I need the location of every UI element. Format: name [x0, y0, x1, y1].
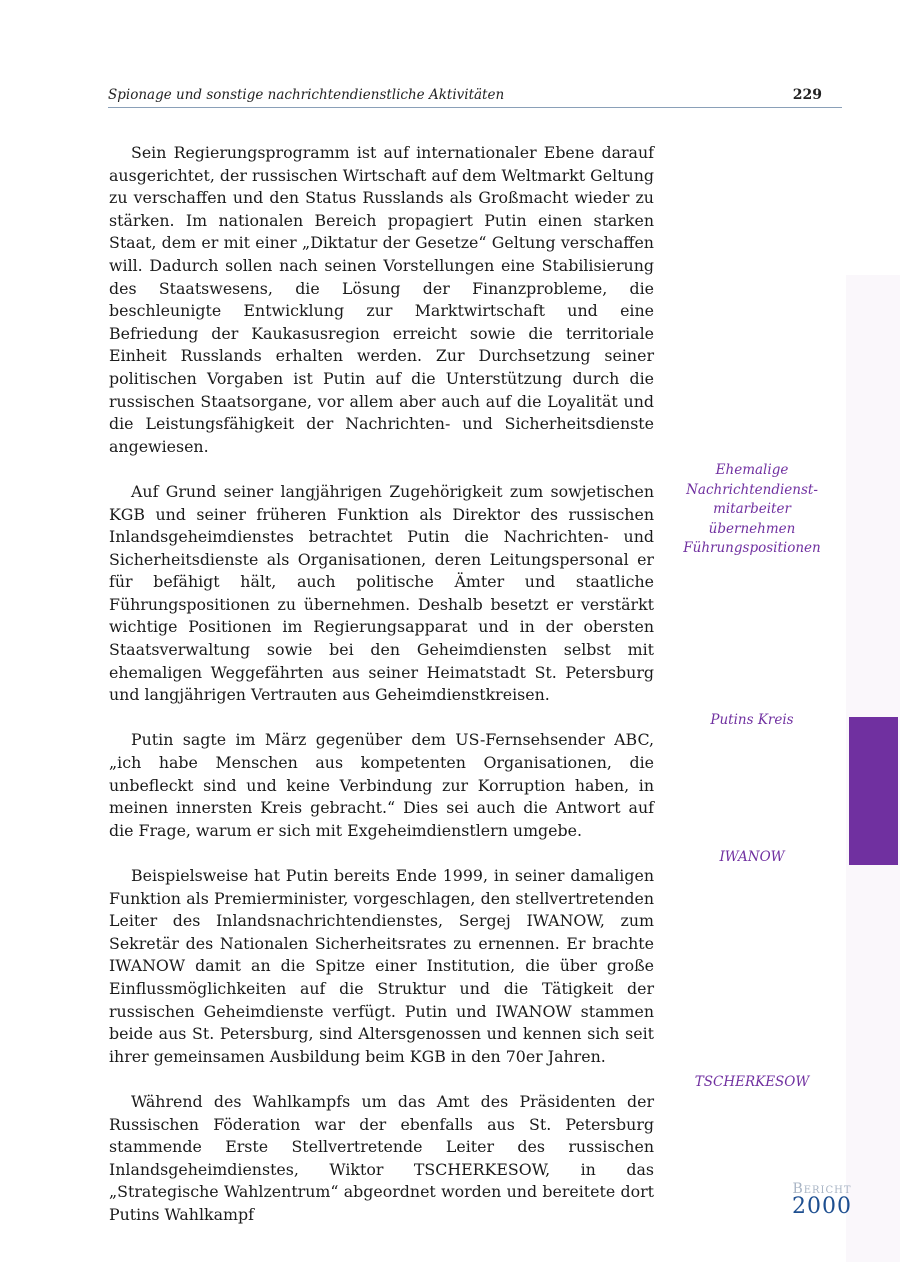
- running-header-title: Spionage und sonstige nachrichtendienstliche Aktivitäten: [108, 87, 505, 103]
- report-logo: [780, 1182, 864, 1218]
- running-header: [108, 87, 842, 108]
- paragraph-2: Auf Grund seiner langjährigen Zugehörigkeit zum sowjetischen KGB und seiner früheren Funktion als Direktor des russischen Inlandsgeheimdienstes betrachtet Putin die Nachrichten- und Sicherheitsdienste als Organisationen, deren Leitungspersonal er für befähigt hält, auch politische Ämter und staatliche Führungspositionen zu übernehmen. Deshalb besetzt er verstärkt wichtige Positionen im Regierungsapparat und in der obersten Staatsverwaltung sowie bei den Geheimdiensten selbst mit ehemaligen Weggefährten aus seiner Heimatstadt St. Petersburg und langjährigen Vertrauten aus Geheimdienstkreisen.: [109, 481, 654, 705]
- page-number: 229: [792, 87, 822, 103]
- logo-year: 2000: [792, 1194, 852, 1219]
- chapter-thumb-tab: [849, 717, 898, 865]
- margin-note-iwanow: IWANOW: [719, 849, 785, 865]
- margin-note-tscherkesow: TSCHERKESOW: [694, 1074, 810, 1090]
- margin-note-putins-circle: Putins Kreis: [710, 712, 794, 728]
- paragraph-1: Sein Regierungsprogramm ist auf internationaler Ebene darauf ausgerichtet, der russischen Wirtschaft auf dem Weltmarkt Geltung zu verschaffen und den Status Russlands als Großmacht wieder zu stärken. Im nationalen Bereich propagiert Putin einen starken Staat, dem er mit einer „Diktatur der Gesetze“ Geltung verschaffen will. Dadurch sollen nach seinen Vorstellungen eine Stabilisierung des Staatswesens, die Lösung der Finanzprobleme, die beschleunigte Entwicklung zur Marktwirtschaft und eine Befriedung der Kaukasusregion erreicht sowie die territoriale Einheit Russlands erhalten werden. Zur Durchsetzung seiner politischen Vorgaben ist Putin auf die Unterstützung durch die russischen Staatsorgane, vor allem aber auch auf die Loyalität und die Leistungsfähigkeit der Nachrichten- und Sicherheitsdienste angewiesen.: [109, 143, 654, 456]
- paragraph-4: Beispielsweise hat Putin bereits Ende 1999, in seiner damaligen Funktion als Premierminister, vorgeschlagen, den stellvertretenden Leiter des Inlandsnachrichtendienstes, Sergej IWANOW, zum Sekretär des Nationalen Sicherheitsrates zu ernennen. Er brachte IWANOW damit an die Spitze einer Institution, die über große Einflussmöglichkeiten auf die Struktur und die Tätigkeit der russischen Geheimdienste verfügt. Putin und IWANOW stammen beide aus St. Petersburg, sind Altersgenossen und kennen sich seit ihrer gemeinsamen Ausbildung beim KGB in den 70er Jahren.: [109, 866, 654, 1066]
- body-text: [109, 142, 654, 1249]
- logo-word: Bericht: [792, 1181, 852, 1197]
- paragraph-5: Während des Wahlkampfs um das Amt des Präsidenten der Russischen Föderation war der ebenfalls aus St. Petersburg stammende Erste Stellvertretende Leiter des russischen Inlandsgeheimdienstes, Wiktor TSCHERKESOW, in das „Strategische Wahlzentrum“ abgeordnet worden und bereitete dort Putins Wahlkampf: [109, 1091, 654, 1224]
- paragraph-3: Putin sagte im März gegenüber dem US-Fernsehsender ABC, „ich habe Menschen aus kompetenten Organisationen, die unbefleckt sind und keine Verbindung zur Korruption haben, in meinen innersten Kreis gebracht.“ Dies sei auch die Antwort auf die Frage, warum er sich mit Exgeheimdienstlern umgebe.: [109, 730, 654, 840]
- margin-note-former-officers: Ehemalige Nachrichtendienst-mitarbeiter übernehmen Führungspositionen: [683, 462, 821, 557]
